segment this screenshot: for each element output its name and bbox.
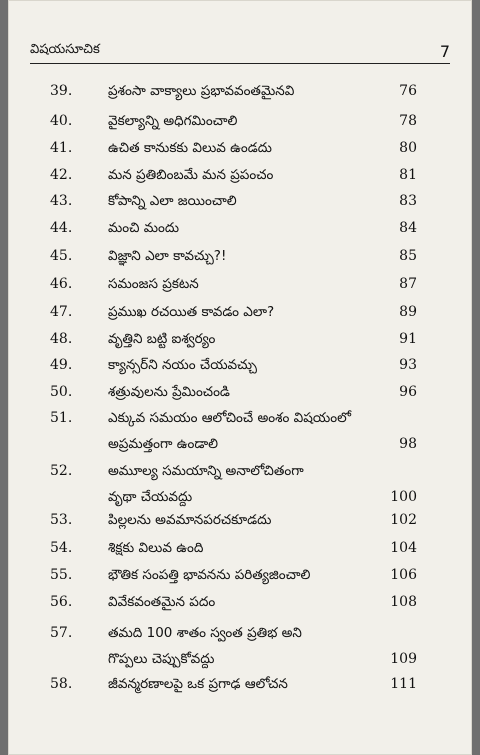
entry-title-continued: వృథా చేయవద్దు bbox=[108, 489, 193, 505]
entry-title: మన ప్రతిబింబమే మన ప్రపంచం bbox=[108, 167, 274, 183]
book-page bbox=[8, 0, 472, 755]
toc-entry bbox=[8, 113, 472, 143]
running-title: విషయసూచిక bbox=[30, 42, 100, 57]
entry-number: 47. bbox=[50, 304, 73, 320]
entry-number: 49. bbox=[50, 357, 73, 373]
entry-title: పిల్లలను అవమానపరచకూడదు bbox=[108, 512, 272, 528]
entry-number: 39. bbox=[50, 83, 73, 99]
entry-page-number: 96 bbox=[399, 384, 417, 400]
entry-title: తమది 100 శాతం స్వంత ప్రతిభ అని bbox=[108, 625, 302, 641]
toc-entry bbox=[8, 248, 472, 278]
entry-title: ప్రముఖ రచయిత కావడం ఎలా? bbox=[108, 304, 275, 320]
entry-page-number: 84 bbox=[399, 220, 417, 236]
entry-page-number: 109 bbox=[390, 651, 417, 667]
entry-title-continued: అప్రమత్తంగా ఉండాలి bbox=[108, 436, 219, 452]
entry-title: వైకల్యాన్ని అధిగమించాలి bbox=[108, 113, 238, 129]
entry-page-number: 108 bbox=[390, 594, 417, 610]
entry-title: క్యాన్సర్‌ని నయం చేయవచ్చు bbox=[108, 357, 257, 373]
entry-title: అమూల్య సమయాన్ని అనాలోచితంగా bbox=[108, 463, 304, 479]
entry-number: 41. bbox=[50, 140, 73, 156]
toc-entry bbox=[8, 140, 472, 170]
toc-entry bbox=[8, 594, 472, 624]
entry-page-number: 102 bbox=[390, 512, 417, 528]
entry-title: వివేకవంతమైన పదం bbox=[108, 594, 216, 610]
entry-number: 40. bbox=[50, 113, 73, 129]
toc-entry bbox=[8, 304, 472, 334]
toc-entry bbox=[8, 512, 472, 542]
entry-title: సమంజస ప్రకటన bbox=[108, 276, 199, 292]
entry-page-number: 93 bbox=[399, 357, 417, 373]
entry-title: మంచి మందు bbox=[108, 220, 180, 236]
header-rule bbox=[30, 63, 450, 64]
entry-page-number: 111 bbox=[390, 676, 417, 692]
entry-number: 54. bbox=[50, 540, 73, 556]
toc-entry bbox=[8, 463, 472, 505]
page-header bbox=[30, 42, 450, 66]
toc-entry bbox=[8, 410, 472, 452]
entry-number: 57. bbox=[50, 625, 73, 641]
entry-number: 46. bbox=[50, 276, 73, 292]
entry-number: 52. bbox=[50, 463, 73, 479]
entry-number: 44. bbox=[50, 220, 73, 236]
entry-number: 50. bbox=[50, 384, 73, 400]
toc-entry bbox=[8, 540, 472, 570]
toc-entry bbox=[8, 676, 472, 706]
toc-entry bbox=[8, 220, 472, 250]
toc-entry bbox=[8, 357, 472, 387]
toc-entry bbox=[8, 193, 472, 223]
entry-title: శిక్షకు విలువ ఉంది bbox=[108, 540, 204, 556]
entry-number: 45. bbox=[50, 248, 73, 264]
entry-page-number: 104 bbox=[390, 540, 417, 556]
entry-title: శత్రువులను ప్రేమించండి bbox=[108, 384, 230, 400]
entry-page-number: 78 bbox=[399, 113, 417, 129]
entry-number: 42. bbox=[50, 167, 73, 183]
entry-number: 53. bbox=[50, 512, 73, 528]
entry-title: వృత్తిని బట్టి ఐశ్వర్యం bbox=[108, 331, 216, 347]
toc-entry bbox=[8, 567, 472, 597]
entry-title-continued: గొప్పలు చెప్పుకోవద్దు bbox=[108, 651, 215, 667]
entry-title: ప్రశంసా వాక్యాలు ప్రభావవంతమైనవి bbox=[108, 83, 295, 99]
entry-number: 56. bbox=[50, 594, 73, 610]
toc-entry bbox=[8, 83, 472, 113]
entry-title: ఎక్కువ సమయం ఆలోచించే అంశం విషయంలో bbox=[108, 410, 351, 426]
entry-number: 51. bbox=[50, 410, 73, 426]
entry-page-number: 100 bbox=[390, 489, 417, 505]
entry-number: 43. bbox=[50, 193, 73, 209]
entry-title: ఉచిత కానుకకు విలువ ఉండదు bbox=[108, 140, 272, 156]
entry-page-number: 91 bbox=[399, 331, 417, 347]
entry-page-number: 85 bbox=[399, 248, 417, 264]
entry-number: 48. bbox=[50, 331, 73, 347]
entry-title: కోపాన్ని ఎలా జయించాలి bbox=[108, 193, 237, 209]
entry-number: 55. bbox=[50, 567, 73, 583]
entry-page-number: 80 bbox=[399, 140, 417, 156]
entry-page-number: 76 bbox=[399, 83, 417, 99]
entry-title: జీవన్మరణాలపై ఒక ప్రగాఢ ఆలోచన bbox=[108, 676, 288, 692]
entry-page-number: 87 bbox=[399, 276, 417, 292]
entry-title: విజ్ఞాని ఎలా కావచ్చు?! bbox=[108, 248, 227, 264]
entry-page-number: 89 bbox=[399, 304, 417, 320]
entry-page-number: 81 bbox=[399, 167, 417, 183]
toc-entry bbox=[8, 625, 472, 667]
header-page-number: 7 bbox=[439, 42, 450, 61]
entry-page-number: 83 bbox=[399, 193, 417, 209]
entry-page-number: 98 bbox=[399, 436, 417, 452]
entry-title: భౌతిక సంపత్తి భావనను పరిత్యజించాలి bbox=[108, 567, 311, 583]
entry-page-number: 106 bbox=[390, 567, 417, 583]
toc-entry bbox=[8, 276, 472, 306]
entry-number: 58. bbox=[50, 676, 73, 692]
